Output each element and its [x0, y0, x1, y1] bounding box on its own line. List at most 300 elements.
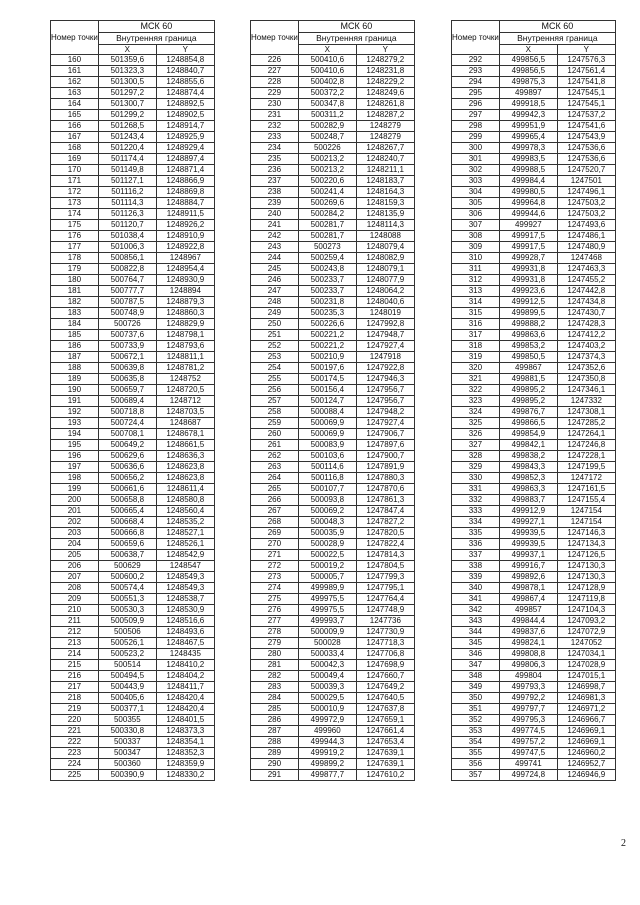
x-coordinate-cell: 501114,3	[98, 198, 156, 209]
y-coordinate-cell: 1247861,3	[356, 495, 414, 506]
x-coordinate-cell: 499895,2	[499, 385, 557, 396]
y-coordinate-cell: 1247764,4	[356, 594, 414, 605]
table-row	[251, 440, 415, 451]
table-row	[452, 462, 616, 473]
point-number-cell: 198	[51, 473, 99, 484]
table-row	[51, 275, 215, 286]
y-coordinate-cell: 1247442,8	[557, 286, 615, 297]
point-number-cell: 173	[51, 198, 99, 209]
point-number-cell: 289	[251, 748, 299, 759]
point-number-cell: 221	[51, 726, 99, 737]
x-coordinate-cell: 499795,3	[499, 715, 557, 726]
x-coordinate-cell: 499942,3	[499, 110, 557, 121]
y-coordinate-cell: 1247537,2	[557, 110, 615, 121]
point-number-cell: 345	[452, 638, 500, 649]
table-row	[251, 220, 415, 231]
table-row	[251, 484, 415, 495]
y-coordinate-cell: 1248840,7	[156, 66, 214, 77]
y-coordinate-cell: 1247428,3	[557, 319, 615, 330]
table-row	[452, 517, 616, 528]
table-row	[452, 759, 616, 770]
table-row	[51, 770, 215, 781]
y-coordinate-cell: 1247536,6	[557, 143, 615, 154]
y-coordinate-cell: 1248623,8	[156, 473, 214, 484]
table-row	[251, 242, 415, 253]
table-row	[452, 110, 616, 121]
header-x: X	[298, 45, 356, 55]
table-row	[51, 473, 215, 484]
table-row	[452, 341, 616, 352]
y-coordinate-cell: 1247503,2	[557, 209, 615, 220]
x-coordinate-cell: 501149,8	[98, 165, 156, 176]
point-number-cell: 301	[452, 154, 500, 165]
coordinates-table-2	[250, 20, 415, 781]
x-coordinate-cell: 500443,9	[98, 682, 156, 693]
x-coordinate-cell: 500197,6	[298, 363, 356, 374]
y-coordinate-cell: 1247822,4	[356, 539, 414, 550]
table-row	[51, 176, 215, 187]
table-row	[251, 649, 415, 660]
x-coordinate-cell: 499857	[499, 605, 557, 616]
point-number-cell: 324	[452, 407, 500, 418]
point-number-cell: 226	[251, 55, 299, 66]
y-coordinate-cell: 1248526,1	[156, 539, 214, 550]
x-coordinate-cell: 500248,7	[298, 132, 356, 143]
y-coordinate-cell: 1247161,5	[557, 484, 615, 495]
x-coordinate-cell: 500822,8	[98, 264, 156, 275]
y-coordinate-cell: 1247493,6	[557, 220, 615, 231]
y-coordinate-cell: 1248580,8	[156, 495, 214, 506]
x-coordinate-cell: 499978,3	[499, 143, 557, 154]
y-coordinate-cell: 1247561,4	[557, 66, 615, 77]
point-number-cell: 328	[452, 451, 500, 462]
x-coordinate-cell: 500494,5	[98, 671, 156, 682]
x-coordinate-cell: 499918,5	[499, 99, 557, 110]
point-number-cell: 187	[51, 352, 99, 363]
x-coordinate-cell: 500259,4	[298, 253, 356, 264]
point-number-cell: 197	[51, 462, 99, 473]
y-coordinate-cell: 1248079,1	[356, 264, 414, 275]
table-row	[51, 572, 215, 583]
y-coordinate-cell: 1248019	[356, 308, 414, 319]
y-coordinate-cell: 1248954,4	[156, 264, 214, 275]
point-number-cell: 160	[51, 55, 99, 66]
y-coordinate-cell: 1248538,7	[156, 594, 214, 605]
y-coordinate-cell: 1248798,1	[156, 330, 214, 341]
y-coordinate-cell: 1248793,6	[156, 341, 214, 352]
point-number-cell: 206	[51, 561, 99, 572]
table-row	[251, 572, 415, 583]
y-coordinate-cell: 1248411,7	[156, 682, 214, 693]
table-row	[51, 66, 215, 77]
point-number-cell: 332	[452, 495, 500, 506]
point-number-cell: 175	[51, 220, 99, 231]
x-coordinate-cell: 499866,5	[499, 418, 557, 429]
y-coordinate-cell: 1248854,8	[156, 55, 214, 66]
point-number-cell: 341	[452, 594, 500, 605]
point-number-cell: 200	[51, 495, 99, 506]
point-number-cell: 306	[452, 209, 500, 220]
header-y: Y	[156, 45, 214, 55]
x-coordinate-cell: 499741	[499, 759, 557, 770]
y-coordinate-cell: 1248926,2	[156, 220, 214, 231]
point-number-cell: 287	[251, 726, 299, 737]
point-number-cell: 202	[51, 517, 99, 528]
x-coordinate-cell: 499939,5	[499, 539, 557, 550]
table-row	[51, 253, 215, 264]
table-row	[452, 682, 616, 693]
x-coordinate-cell: 499975,5	[298, 594, 356, 605]
y-coordinate-cell: 1247897,6	[356, 440, 414, 451]
table-row	[251, 627, 415, 638]
y-coordinate-cell: 1247927,4	[356, 418, 414, 429]
table-row	[51, 231, 215, 242]
y-coordinate-cell: 1247820,5	[356, 528, 414, 539]
table-row	[251, 308, 415, 319]
table-row	[452, 198, 616, 209]
table-row	[51, 407, 215, 418]
point-number-cell: 161	[51, 66, 99, 77]
x-coordinate-cell: 499899,5	[499, 308, 557, 319]
point-number-cell: 265	[251, 484, 299, 495]
table-row	[251, 121, 415, 132]
x-coordinate-cell: 500629,6	[98, 451, 156, 462]
table-row	[251, 517, 415, 528]
x-coordinate-cell: 501038,4	[98, 231, 156, 242]
header-coordinate-system: МСК 60	[98, 21, 214, 33]
point-number-cell: 279	[251, 638, 299, 649]
table-row	[51, 451, 215, 462]
y-coordinate-cell: 1247736	[356, 616, 414, 627]
y-coordinate-cell: 1248560,4	[156, 506, 214, 517]
table-row	[452, 715, 616, 726]
x-coordinate-cell: 499989,9	[298, 583, 356, 594]
y-coordinate-cell: 1248435	[156, 649, 214, 660]
x-coordinate-cell: 500658,8	[98, 495, 156, 506]
y-coordinate-cell: 1248930,9	[156, 275, 214, 286]
header-point-number: Номер точки	[51, 21, 99, 55]
table-row	[251, 539, 415, 550]
point-number-cell: 283	[251, 682, 299, 693]
x-coordinate-cell: 500372,2	[298, 88, 356, 99]
x-coordinate-cell: 500666,8	[98, 528, 156, 539]
table-row	[452, 264, 616, 275]
point-number-cell: 340	[452, 583, 500, 594]
point-number-cell: 234	[251, 143, 299, 154]
y-coordinate-cell: 1247992,8	[356, 319, 414, 330]
point-number-cell: 243	[251, 242, 299, 253]
table-row	[251, 759, 415, 770]
x-coordinate-cell: 501243,4	[98, 132, 156, 143]
table-row	[452, 374, 616, 385]
table-row	[51, 440, 215, 451]
x-coordinate-cell: 500787,5	[98, 297, 156, 308]
point-number-cell: 209	[51, 594, 99, 605]
y-coordinate-cell: 1248752	[156, 374, 214, 385]
x-coordinate-cell: 500337	[98, 737, 156, 748]
y-coordinate-cell: 1247501	[557, 176, 615, 187]
y-coordinate-cell: 1248712	[156, 396, 214, 407]
x-coordinate-cell: 499747,5	[499, 748, 557, 759]
table-row	[452, 154, 616, 165]
table-row	[452, 352, 616, 363]
y-coordinate-cell: 1247706,8	[356, 649, 414, 660]
x-coordinate-cell: 500526,1	[98, 638, 156, 649]
y-coordinate-cell: 1248240,7	[356, 154, 414, 165]
table-row	[51, 462, 215, 473]
x-coordinate-cell: 501120,7	[98, 220, 156, 231]
point-number-cell: 338	[452, 561, 500, 572]
table-row	[51, 418, 215, 429]
point-number-cell: 294	[452, 77, 500, 88]
table-row	[452, 704, 616, 715]
x-coordinate-cell: 499850,5	[499, 352, 557, 363]
y-coordinate-cell: 1247804,5	[356, 561, 414, 572]
point-number-cell: 191	[51, 396, 99, 407]
header-y: Y	[356, 45, 414, 55]
y-coordinate-cell: 1247199,5	[557, 462, 615, 473]
x-coordinate-cell: 500269,6	[298, 198, 356, 209]
x-coordinate-cell: 500233,7	[298, 275, 356, 286]
table-row	[452, 319, 616, 330]
x-coordinate-cell: 500069,2	[298, 506, 356, 517]
y-coordinate-cell: 1247922,8	[356, 363, 414, 374]
table-row	[452, 594, 616, 605]
point-number-cell: 205	[51, 550, 99, 561]
x-coordinate-cell: 500174,5	[298, 374, 356, 385]
y-coordinate-cell: 1247660,7	[356, 671, 414, 682]
table-row	[452, 66, 616, 77]
x-coordinate-cell: 500116,8	[298, 473, 356, 484]
header-y: Y	[557, 45, 615, 55]
point-number-cell: 168	[51, 143, 99, 154]
point-number-cell: 271	[251, 550, 299, 561]
point-number-cell: 309	[452, 242, 500, 253]
point-number-cell: 313	[452, 286, 500, 297]
x-coordinate-cell: 499919,2	[298, 748, 356, 759]
table-row	[452, 209, 616, 220]
point-number-cell: 170	[51, 165, 99, 176]
y-coordinate-cell: 1247308,1	[557, 407, 615, 418]
y-coordinate-cell: 1248678,1	[156, 429, 214, 440]
x-coordinate-cell: 500093,8	[298, 495, 356, 506]
y-coordinate-cell: 1248871,4	[156, 165, 214, 176]
x-coordinate-cell: 500213,2	[298, 154, 356, 165]
table-row	[51, 220, 215, 231]
point-number-cell: 249	[251, 308, 299, 319]
y-coordinate-cell: 1248879,3	[156, 297, 214, 308]
point-number-cell: 235	[251, 154, 299, 165]
y-coordinate-cell: 1248855,6	[156, 77, 214, 88]
table-row	[51, 561, 215, 572]
table-row	[452, 484, 616, 495]
x-coordinate-cell: 500355	[98, 715, 156, 726]
table-row	[251, 583, 415, 594]
x-coordinate-cell: 501300,5	[98, 77, 156, 88]
coordinates-table-1	[50, 20, 215, 781]
y-coordinate-cell: 1248781,2	[156, 363, 214, 374]
point-number-cell: 258	[251, 407, 299, 418]
x-coordinate-cell: 500410,6	[298, 66, 356, 77]
x-coordinate-cell: 499724,8	[499, 770, 557, 781]
table-row	[452, 242, 616, 253]
table-row	[251, 715, 415, 726]
x-coordinate-cell: 500748,9	[98, 308, 156, 319]
table-row	[452, 187, 616, 198]
point-number-cell: 274	[251, 583, 299, 594]
point-number-cell: 325	[452, 418, 500, 429]
table-row	[251, 671, 415, 682]
y-coordinate-cell: 1247119,8	[557, 594, 615, 605]
point-number-cell: 356	[452, 759, 500, 770]
table-row	[51, 286, 215, 297]
y-coordinate-cell: 1247948,7	[356, 330, 414, 341]
point-number-cell: 292	[452, 55, 500, 66]
x-coordinate-cell: 500213,2	[298, 165, 356, 176]
table-row	[452, 451, 616, 462]
point-number-cell: 320	[452, 363, 500, 374]
point-number-cell: 268	[251, 517, 299, 528]
y-coordinate-cell: 1247900,7	[356, 451, 414, 462]
y-coordinate-cell: 1248549,3	[156, 583, 214, 594]
y-coordinate-cell: 1248279	[356, 121, 414, 132]
point-number-cell: 245	[251, 264, 299, 275]
table-row	[51, 187, 215, 198]
y-coordinate-cell: 1247128,9	[557, 583, 615, 594]
point-number-cell: 331	[452, 484, 500, 495]
x-coordinate-cell: 500638,7	[98, 550, 156, 561]
y-coordinate-cell: 1248088	[356, 231, 414, 242]
table-row	[51, 605, 215, 616]
table-row	[452, 748, 616, 759]
table-row	[51, 396, 215, 407]
y-coordinate-cell: 1248897,4	[156, 154, 214, 165]
x-coordinate-cell: 500069,9	[298, 418, 356, 429]
x-coordinate-cell: 499983,5	[499, 154, 557, 165]
y-coordinate-cell: 1247015,1	[557, 671, 615, 682]
table-row	[51, 638, 215, 649]
x-coordinate-cell: 500035,9	[298, 528, 356, 539]
y-coordinate-cell: 1248720,5	[156, 385, 214, 396]
table-row	[452, 286, 616, 297]
point-number-cell: 303	[452, 176, 500, 187]
y-coordinate-cell: 1246960,2	[557, 748, 615, 759]
y-coordinate-cell: 1247172	[557, 473, 615, 484]
x-coordinate-cell: 500635,8	[98, 374, 156, 385]
x-coordinate-cell: 500405,6	[98, 693, 156, 704]
table-row	[51, 341, 215, 352]
point-number-cell: 166	[51, 121, 99, 132]
y-coordinate-cell: 1248467,5	[156, 638, 214, 649]
table-row	[51, 99, 215, 110]
table-row	[452, 275, 616, 286]
x-coordinate-cell: 500509,9	[98, 616, 156, 627]
x-coordinate-cell: 500273	[298, 242, 356, 253]
y-coordinate-cell: 1247927,4	[356, 341, 414, 352]
x-coordinate-cell: 499965,4	[499, 132, 557, 143]
table-row	[452, 572, 616, 583]
y-coordinate-cell: 1247332	[557, 396, 615, 407]
point-number-cell: 295	[452, 88, 500, 99]
y-coordinate-cell: 1247134,3	[557, 539, 615, 550]
point-number-cell: 346	[452, 649, 500, 660]
point-number-cell: 322	[452, 385, 500, 396]
x-coordinate-cell: 500282,9	[298, 121, 356, 132]
point-number-cell: 246	[251, 275, 299, 286]
table-row	[251, 264, 415, 275]
y-coordinate-cell: 1247814,3	[356, 550, 414, 561]
point-number-cell: 337	[452, 550, 500, 561]
x-coordinate-cell: 500708,1	[98, 429, 156, 440]
point-number-cell: 263	[251, 462, 299, 473]
y-coordinate-cell: 1247827,2	[356, 517, 414, 528]
point-number-cell: 344	[452, 627, 500, 638]
table-row	[452, 363, 616, 374]
y-coordinate-cell: 1247246,8	[557, 440, 615, 451]
y-coordinate-cell: 1247403,2	[557, 341, 615, 352]
x-coordinate-cell: 500506	[98, 627, 156, 638]
x-coordinate-cell: 500530,3	[98, 605, 156, 616]
y-coordinate-cell: 1248527,1	[156, 528, 214, 539]
point-number-cell: 312	[452, 275, 500, 286]
y-coordinate-cell: 1247130,3	[557, 561, 615, 572]
table-row	[51, 88, 215, 99]
y-coordinate-cell: 1247468	[557, 253, 615, 264]
y-coordinate-cell: 1248869,8	[156, 187, 214, 198]
x-coordinate-cell: 500574,4	[98, 583, 156, 594]
x-coordinate-cell: 499792,2	[499, 693, 557, 704]
x-coordinate-cell: 500311,2	[298, 110, 356, 121]
table-row	[51, 726, 215, 737]
table-row	[51, 594, 215, 605]
x-coordinate-cell: 500672,1	[98, 352, 156, 363]
x-coordinate-cell: 499927,1	[499, 517, 557, 528]
y-coordinate-cell: 1247154	[557, 517, 615, 528]
table-row	[51, 154, 215, 165]
point-number-cell: 296	[452, 99, 500, 110]
point-number-cell: 190	[51, 385, 99, 396]
x-coordinate-cell: 499960	[298, 726, 356, 737]
point-number-cell: 227	[251, 66, 299, 77]
x-coordinate-cell: 499993,7	[298, 616, 356, 627]
point-number-cell: 348	[452, 671, 500, 682]
x-coordinate-cell: 499931,8	[499, 264, 557, 275]
point-number-cell: 255	[251, 374, 299, 385]
point-number-cell: 231	[251, 110, 299, 121]
x-coordinate-cell: 500410,6	[298, 55, 356, 66]
y-coordinate-cell: 1247155,4	[557, 495, 615, 506]
y-coordinate-cell: 1248925,9	[156, 132, 214, 143]
point-number-cell: 172	[51, 187, 99, 198]
y-coordinate-cell: 1248535,2	[156, 517, 214, 528]
x-coordinate-cell: 500231,8	[298, 297, 356, 308]
x-coordinate-cell: 500856,1	[98, 253, 156, 264]
x-coordinate-cell: 500083,9	[298, 440, 356, 451]
point-number-cell: 264	[251, 473, 299, 484]
point-number-cell: 290	[251, 759, 299, 770]
table-row	[51, 374, 215, 385]
x-coordinate-cell: 499867,4	[499, 594, 557, 605]
x-coordinate-cell: 500514	[98, 660, 156, 671]
x-coordinate-cell: 500069,9	[298, 429, 356, 440]
x-coordinate-cell: 500330,8	[98, 726, 156, 737]
table-row	[251, 132, 415, 143]
x-coordinate-cell: 500600,2	[98, 572, 156, 583]
point-number-cell: 270	[251, 539, 299, 550]
y-coordinate-cell: 1247649,2	[356, 682, 414, 693]
table-row	[51, 429, 215, 440]
x-coordinate-cell: 500107,7	[298, 484, 356, 495]
